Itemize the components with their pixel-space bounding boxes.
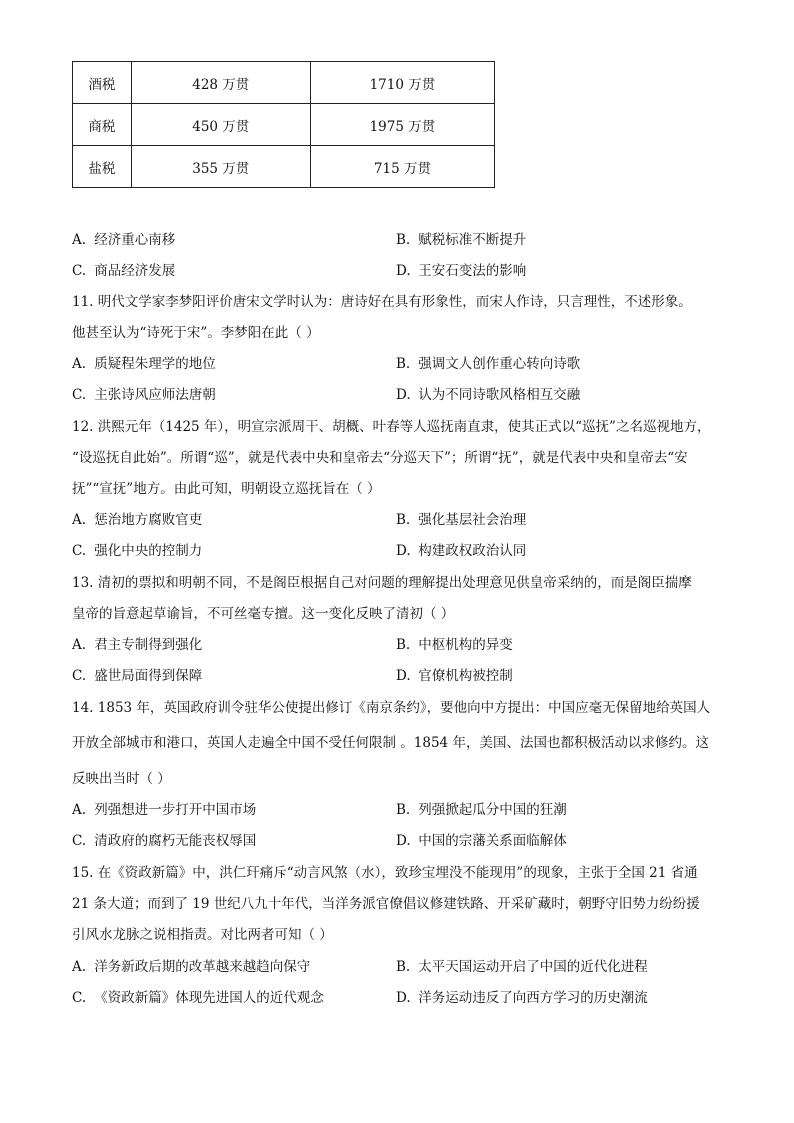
option-text: 太平天国运动开启了中国的近代化进程 <box>418 959 648 975</box>
q14-options-row-2 <box>72 829 732 849</box>
q14-option-c[interactable] <box>72 829 256 849</box>
option-letter: D. <box>396 668 411 684</box>
q11-option-d[interactable] <box>396 383 580 403</box>
option-text: 惩治地方腐败官吏 <box>94 512 203 528</box>
q12-option-c[interactable] <box>72 539 202 559</box>
option-letter: C. <box>72 387 87 403</box>
q12-stem-line-3: 抚”“宣抚”地方。由此可知，明朝设立巡抚旨在（ ） <box>72 481 381 497</box>
option-text: 中国的宗藩关系面临解体 <box>418 833 567 849</box>
q15-option-c[interactable] <box>72 986 324 1006</box>
option-text: 强化中央的控制力 <box>94 543 203 559</box>
option-text: 列强掀起瓜分中国的狂潮 <box>418 802 567 818</box>
q14-options-row-1 <box>72 798 732 818</box>
q14-stem-line-3: 反映出当时（ ） <box>72 771 171 787</box>
option-letter: C. <box>72 263 87 279</box>
option-text: 赋税标准不断提升 <box>418 232 527 248</box>
q14-option-a[interactable] <box>72 798 256 818</box>
table-row <box>73 146 495 188</box>
table-cell: 1710 万贯 <box>310 62 494 104</box>
option-letter: A. <box>72 959 87 975</box>
option-letter: C. <box>72 990 87 1006</box>
option-letter: D. <box>396 990 411 1006</box>
table-row <box>73 104 495 146</box>
option-text: 构建政权政治认同 <box>418 543 527 559</box>
q13-option-a[interactable] <box>72 633 202 653</box>
option-text: 洋务新政后期的改革越来越趋向保守 <box>94 959 311 975</box>
q11-options-row-2 <box>72 383 732 403</box>
q14-option-d[interactable] <box>396 829 567 849</box>
q10-options-row-2 <box>72 259 732 279</box>
q15-option-d[interactable] <box>396 986 648 1006</box>
q12-options-row-2 <box>72 539 732 559</box>
q11-stem-line-1: 11. 明代文学家李梦阳评价唐宋文学时认为：唐诗好在具有形象性，而宋人作诗，只言理性，不述形象。 <box>72 294 692 310</box>
q13-option-b[interactable] <box>396 633 513 653</box>
table-cell: 酒税 <box>73 62 132 104</box>
table-cell: 355 万贯 <box>131 146 310 188</box>
option-letter: A. <box>72 356 87 372</box>
option-text: 王安石变法的影响 <box>418 263 527 279</box>
q14-option-b[interactable] <box>396 798 567 818</box>
option-letter: B. <box>396 232 411 248</box>
option-letter: D. <box>396 543 411 559</box>
q10-option-c[interactable] <box>72 259 175 279</box>
q10-option-b[interactable] <box>396 228 526 248</box>
q14-stem-line-1: 14. 1853 年，英国政府训令驻华公使提出修订《南京条约》，要他向中方提出：中国应毫无保留地给英国人 <box>72 700 711 716</box>
option-letter: B. <box>396 802 411 818</box>
q13-option-c[interactable] <box>72 664 202 684</box>
q12-options-row-1 <box>72 508 732 528</box>
q10-option-d[interactable] <box>396 259 526 279</box>
option-letter: B. <box>396 959 411 975</box>
q12-option-d[interactable] <box>396 539 526 559</box>
q15-option-a[interactable] <box>72 955 310 975</box>
option-letter: A. <box>72 802 87 818</box>
q15-stem-line-1: 15. 在《资政新篇》中，洪仁玕痛斥“动言风煞（水），致珍宝埋没不能现用”的现象，主张于全国 21 省通 <box>72 865 698 881</box>
q11-options-row-1 <box>72 352 732 372</box>
q12-option-b[interactable] <box>396 508 526 528</box>
q13-options-row-1 <box>72 633 732 653</box>
q13-options-row-2 <box>72 664 732 684</box>
q12-stem-line-2: “设巡抚自此始”。所谓“巡”，就是代表中央和皇帝去“分巡天下”；所谓“抚”，就是代表中央和皇帝去“安 <box>72 450 688 466</box>
q14-stem-line-2: 开放全部城市和港口，英国人走遍全中国不受任何限制 。1854 年，美国、法国也都积极活动以求修约。这 <box>72 735 709 751</box>
option-letter: A. <box>72 232 87 248</box>
q12-stem-line-1: 12. 洪熙元年（1425 年），明宣宗派周干、胡概、叶春等人巡抚南直隶，使其正式以“巡抚”之名巡视地方， <box>72 419 711 435</box>
option-text: 列强想进一步打开中国市场 <box>94 802 257 818</box>
q15-stem-line-3: 引风水龙脉之说相指责。对比两者可知（ ） <box>72 927 333 943</box>
table-cell: 盐税 <box>73 146 132 188</box>
option-text: 质疑程朱理学的地位 <box>94 356 216 372</box>
q15-stem-line-2: 21 条大道；而到了 19 世纪八九十年代，当洋务派官僚倡议修建铁路、开采矿藏时，朝野守旧势力纷纷援 <box>72 896 700 912</box>
option-letter: D. <box>396 833 411 849</box>
option-letter: A. <box>72 512 87 528</box>
option-text: 经济重心南移 <box>94 232 176 248</box>
option-text: 清政府的腐朽无能丧权辱国 <box>94 833 257 849</box>
tax-table <box>72 61 495 188</box>
option-text: 洋务运动违反了向西方学习的历史潮流 <box>418 990 648 1006</box>
option-text: 认为不同诗歌风格相互交融 <box>418 387 581 403</box>
table-row <box>73 62 495 104</box>
table-cell: 450 万贯 <box>131 104 310 146</box>
option-text: 主张诗风应师法唐朝 <box>94 387 216 403</box>
option-letter: D. <box>396 263 411 279</box>
option-text: 强调文人创作重心转向诗歌 <box>418 356 581 372</box>
q11-option-c[interactable] <box>72 383 216 403</box>
option-letter: A. <box>72 637 87 653</box>
q10-options-row-1 <box>72 228 732 248</box>
table-cell: 428 万贯 <box>131 62 310 104</box>
option-letter: B. <box>396 512 411 528</box>
option-letter: D. <box>396 387 411 403</box>
q12-option-a[interactable] <box>72 508 202 528</box>
q13-option-d[interactable] <box>396 664 513 684</box>
q13-stem-line-1: 13. 清初的票拟和明朝不同，不是阁臣根据自己对问题的理解提出处理意见供皇帝采纳的，而是阁臣揣摩 <box>72 575 692 591</box>
table-cell: 715 万贯 <box>310 146 494 188</box>
q11-option-b[interactable] <box>396 352 580 372</box>
q13-stem-line-2: 皇帝的旨意起草谕旨，不可丝毫专擅。这一变化反映了清初（ ） <box>72 606 455 622</box>
option-text: 中枢机构的异变 <box>418 637 513 653</box>
q11-option-a[interactable] <box>72 352 216 372</box>
option-text: 官僚机构被控制 <box>418 668 513 684</box>
q15-options-row-2 <box>72 986 732 1006</box>
option-letter: C. <box>72 668 87 684</box>
option-text: 《资政新篇》体现先进国人的近代观念 <box>94 990 324 1006</box>
option-text: 盛世局面得到保障 <box>94 668 203 684</box>
q15-option-b[interactable] <box>396 955 648 975</box>
option-letter: C. <box>72 833 87 849</box>
option-text: 君主专制得到强化 <box>94 637 203 653</box>
option-text: 强化基层社会治理 <box>418 512 527 528</box>
option-letter: C. <box>72 543 87 559</box>
option-letter: B. <box>396 356 411 372</box>
q11-stem-line-2: 他甚至认为“诗死于宋”。李梦阳在此（ ） <box>72 325 320 341</box>
q15-options-row-1 <box>72 955 732 975</box>
option-letter: B. <box>396 637 411 653</box>
option-text: 商品经济发展 <box>94 263 176 279</box>
table-cell: 1975 万贯 <box>310 104 494 146</box>
q10-option-a[interactable] <box>72 228 175 248</box>
table-cell: 商税 <box>73 104 132 146</box>
